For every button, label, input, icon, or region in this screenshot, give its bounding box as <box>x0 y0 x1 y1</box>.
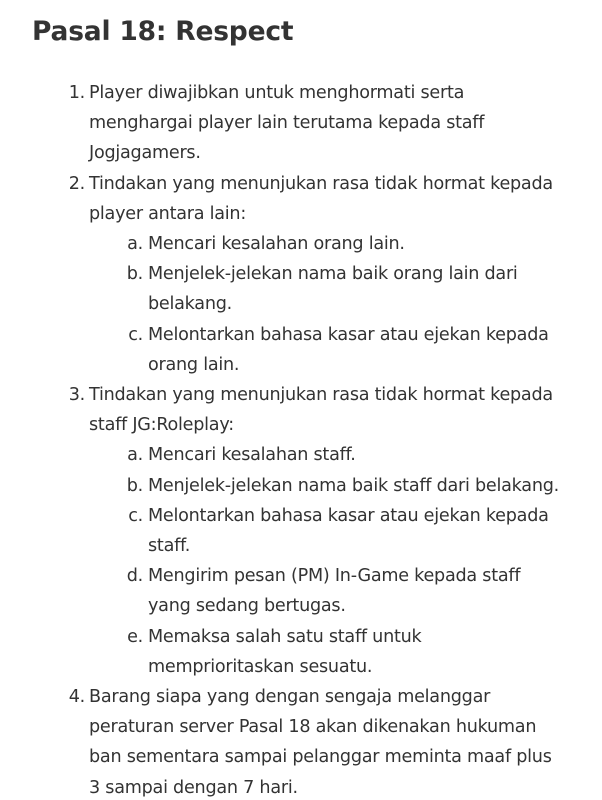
rule-item <box>0 682 602 800</box>
rule-text-line: Jogjagamers. <box>89 143 201 164</box>
rule-number: 2. <box>68 173 85 194</box>
sub-rule-text-line: memprioritaskan sesuatu. <box>148 656 373 677</box>
sub-rule-letter: d. <box>126 566 143 587</box>
sub-rule-letter: a. <box>127 234 143 255</box>
sub-rule-item <box>89 471 580 501</box>
rule-item <box>0 380 602 682</box>
sub-rule-item <box>89 229 580 259</box>
sub-rule-text-line: Menjelek-jelekan nama baik staff dari belakang. <box>148 475 559 496</box>
rules-list <box>0 78 602 800</box>
sub-rule-item <box>89 440 580 470</box>
sub-rule-text-line: yang sedang bertugas. <box>148 596 346 617</box>
rule-number: 4. <box>68 687 85 708</box>
rule-text-line: Player diwajibkan untuk menghormati serta <box>89 83 465 103</box>
rule-text-line: player antara lain: <box>89 203 247 224</box>
sub-rule-item <box>89 501 580 561</box>
sub-rule-text-line: Melontarkan bahasa kasar atau ejekan kepada <box>148 505 549 526</box>
sub-rule-text-line: Mencari kesalahan staff. <box>148 445 356 466</box>
sub-rule-text-line: Mengirim pesan (PM) In-Game kepada staff <box>148 566 521 587</box>
rule-text-line: menghargai player lain terutama kepada staff <box>89 113 485 134</box>
sub-rule-text-line: belakang. <box>148 294 232 315</box>
sub-rule-text-line: Menjelek-jelekan nama baik orang lain dari <box>148 264 518 285</box>
rule-text-line: 3 sampai dengan 7 hari. <box>89 777 298 798</box>
sub-rule-letter: e. <box>127 626 143 647</box>
rule-item <box>0 78 602 169</box>
sub-rule-letter: a. <box>127 445 143 466</box>
rule-item <box>0 169 602 380</box>
sub-rule-text-line: Mencari kesalahan orang lain. <box>148 234 405 255</box>
sub-rule-letter: b. <box>126 475 143 496</box>
section-title: Pasal 18: Respect <box>32 16 294 47</box>
sub-rule-item <box>89 622 580 682</box>
sub-rule-letter: b. <box>126 264 143 285</box>
rule-number: 1. <box>68 83 85 103</box>
sub-rule-list <box>89 229 580 380</box>
rule-text-line: Tindakan yang menunjukan rasa tidak hormat kepada <box>89 173 553 194</box>
sub-rule-list <box>89 440 580 682</box>
sub-rule-text-line: staff. <box>148 536 191 557</box>
rule-text-line: staff JG:Roleplay: <box>89 415 234 436</box>
rule-text-line: peraturan server Pasal 18 akan dikenakan hukuman <box>89 717 537 738</box>
sub-rule-item <box>89 259 580 319</box>
sub-rule-text-line: Memaksa salah satu staff untuk <box>148 626 422 647</box>
rule-text-line: ban sementara sampai pelanggar meminta maaf plus <box>89 747 552 768</box>
rule-number: 3. <box>68 385 85 406</box>
sub-rule-item <box>89 561 580 621</box>
rule-text-line: Tindakan yang menunjukan rasa tidak hormat kepada <box>89 385 553 406</box>
sub-rule-letter: c. <box>128 324 143 345</box>
sub-rule-text-line: orang lain. <box>148 354 240 375</box>
sub-rule-text-line: Melontarkan bahasa kasar atau ejekan kepada <box>148 324 549 345</box>
rule-text-line: Barang siapa yang dengan sengaja melanggar <box>89 687 491 708</box>
sub-rule-letter: c. <box>128 505 143 526</box>
sub-rule-item <box>89 320 580 380</box>
